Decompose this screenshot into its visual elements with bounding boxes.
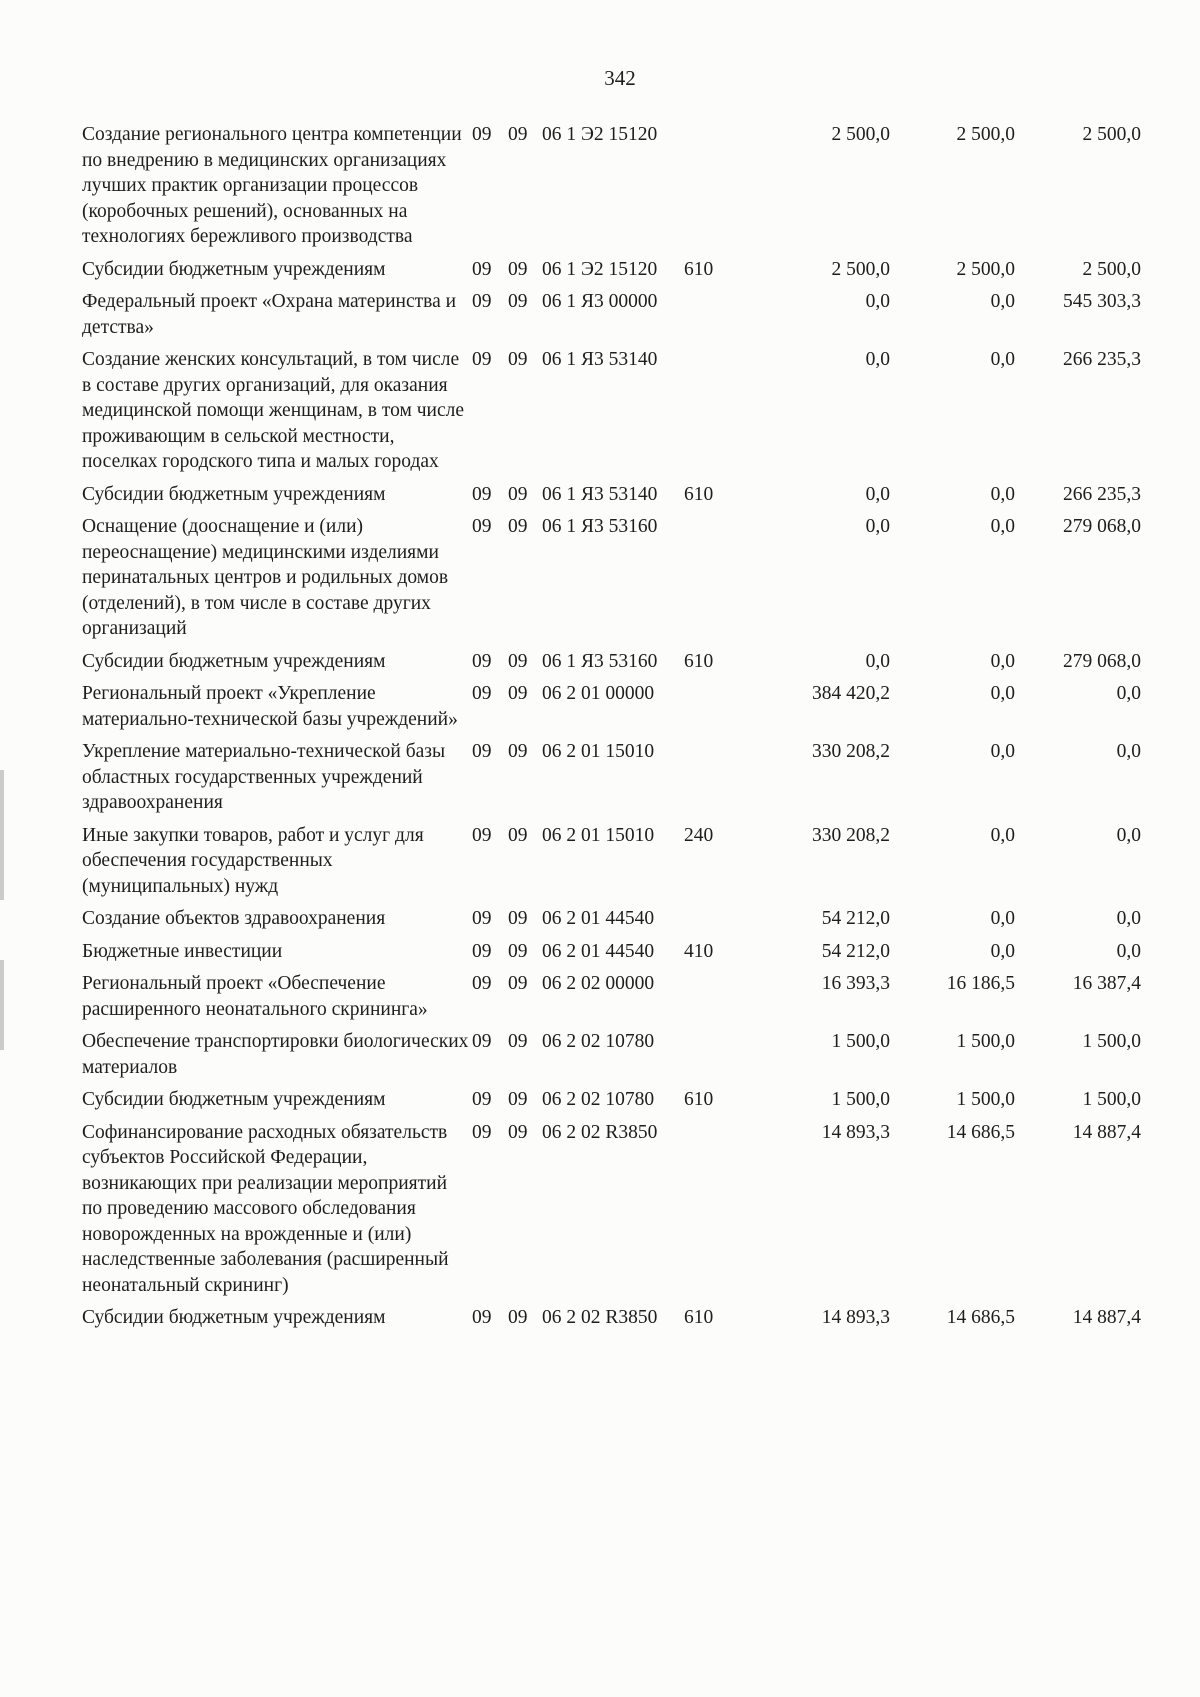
- row-amount-year-2: 0,0: [990, 940, 1015, 962]
- row-name: Федеральный проект «Охрана материнства и детства»: [82, 291, 457, 338]
- row-section-code: 09: [472, 650, 492, 672]
- row-amount-year-2: 0,0: [990, 683, 1015, 704]
- row-target-article-code: 06 2 02 10780: [542, 1089, 655, 1110]
- row-amount-year-2: 16 186,5: [946, 973, 1015, 994]
- table-row: [82, 971, 1141, 1029]
- row-amount-year-3: 545 303,3: [1063, 291, 1141, 312]
- row-target-article-code: 06 1 Э2 15120: [542, 258, 658, 280]
- row-amount-year-1: 14 893,3: [821, 1307, 890, 1328]
- row-name: Региональный проект «Обеспечение расширенного неонатального скрининга»: [82, 973, 428, 1020]
- row-amount-year-2: 14 686,5: [946, 1307, 1015, 1328]
- row-section-code: 09: [472, 124, 492, 145]
- table-row: [82, 289, 1141, 347]
- row-amount-year-3: 279 068,0: [1063, 650, 1141, 672]
- row-expense-type-code: [684, 514, 740, 649]
- table-row: [82, 1087, 1141, 1120]
- row-amount-year-3: 2 500,0: [1082, 258, 1141, 280]
- row-subsection-code: 09: [508, 1089, 528, 1110]
- row-amount-year-3: 0,0: [1116, 683, 1141, 704]
- row-amount-year-3: 1 500,0: [1082, 1089, 1141, 1110]
- row-target-article-code: 06 1 Я3 53140: [542, 349, 658, 370]
- row-name: Иные закупки товаров, работ и услуг для обеспечения государственных (муниципальных) нужд: [82, 824, 424, 897]
- row-subsection-code: 09: [508, 650, 528, 672]
- row-amount-year-2: 2 500,0: [956, 258, 1015, 280]
- row-amount-year-2: 14 686,5: [946, 1121, 1015, 1143]
- row-amount-year-3: 266 235,3: [1063, 483, 1141, 505]
- row-amount-year-1: 0,0: [865, 291, 890, 312]
- row-target-article-code: 06 1 Я3 53140: [542, 483, 658, 505]
- row-name: Субсидии бюджетным учреждениям: [82, 1089, 386, 1110]
- row-amount-year-2: 0,0: [990, 824, 1015, 846]
- row-target-article-code: 06 1 Я3 53160: [542, 516, 658, 537]
- table-row: [82, 823, 1141, 907]
- table-row: [82, 257, 1141, 290]
- row-subsection-code: 09: [508, 291, 528, 312]
- row-name: Субсидии бюджетным учреждениям: [82, 483, 386, 505]
- row-amount-year-1: 16 393,3: [821, 973, 890, 994]
- table-row: [82, 906, 1141, 939]
- row-amount-year-1: 1 500,0: [831, 1089, 890, 1110]
- row-amount-year-1: 0,0: [865, 483, 890, 505]
- row-target-article-code: 06 2 01 15010: [542, 741, 655, 762]
- row-amount-year-2: 0,0: [990, 291, 1015, 312]
- row-section-code: 09: [472, 1307, 492, 1328]
- row-amount-year-3: 16 387,4: [1072, 973, 1141, 994]
- row-amount-year-1: 384 420,2: [812, 683, 890, 704]
- table-row: [82, 347, 1141, 482]
- row-amount-year-2: 0,0: [990, 908, 1015, 929]
- row-expense-type-code: [684, 347, 740, 482]
- row-target-article-code: 06 2 01 00000: [542, 683, 655, 704]
- row-target-article-code: 06 1 Я3 00000: [542, 291, 658, 312]
- row-subsection-code: 09: [508, 973, 528, 994]
- row-target-article-code: 06 2 02 R3850: [542, 1121, 658, 1143]
- row-amount-year-3: 0,0: [1116, 741, 1141, 762]
- row-section-code: 09: [472, 741, 492, 762]
- row-amount-year-3: 14 887,4: [1072, 1307, 1141, 1328]
- row-expense-type-code: [684, 122, 740, 257]
- row-name: Укрепление материально-технической базы областных государственных учреждений здравоохранения: [82, 741, 446, 813]
- row-amount-year-2: 0,0: [990, 741, 1015, 762]
- row-amount-year-1: 2 500,0: [831, 124, 890, 145]
- row-name: Софинансирование расходных обязательств субъектов Российской Федерации, возникающих при реализации мероприятий по проведению массового обследования новорожденных на врожденные и (или) наследственные заболевания (расширенный неонатальный скрининг): [82, 1121, 449, 1296]
- row-amount-year-3: 0,0: [1116, 908, 1141, 929]
- row-name: Бюджетные инвестиции: [82, 940, 283, 962]
- row-subsection-code: 09: [508, 349, 528, 370]
- row-section-code: 09: [472, 824, 492, 846]
- scan-edge-mark: [0, 770, 4, 900]
- table-row: [82, 1120, 1141, 1306]
- row-section-code: 09: [472, 291, 492, 312]
- row-subsection-code: 09: [508, 741, 528, 762]
- row-amount-year-2: 0,0: [990, 349, 1015, 370]
- row-section-code: 09: [472, 1031, 492, 1052]
- row-subsection-code: 09: [508, 1121, 528, 1143]
- row-amount-year-3: 266 235,3: [1063, 349, 1141, 370]
- row-expense-type-code: 610: [684, 483, 714, 505]
- row-amount-year-1: 0,0: [865, 516, 890, 537]
- page-number: 342: [604, 66, 636, 90]
- row-expense-type-code: 240: [684, 824, 714, 846]
- row-amount-year-1: 2 500,0: [831, 258, 890, 280]
- row-amount-year-1: 54 212,0: [821, 908, 890, 929]
- row-amount-year-2: 2 500,0: [956, 124, 1015, 145]
- table-row: [82, 514, 1141, 649]
- table-row: [82, 939, 1141, 972]
- row-name: Создание женских консультаций, в том числе в составе других организаций, для оказания медицинской помощи женщинам, в том числе проживающим в сельской местности, поселках городского типа и малых городах: [82, 349, 464, 472]
- table-row: [82, 681, 1141, 739]
- row-name: Субсидии бюджетным учреждениям: [82, 258, 386, 280]
- row-subsection-code: 09: [508, 516, 528, 537]
- row-expense-type-code: [684, 289, 740, 347]
- row-section-code: 09: [472, 1121, 492, 1143]
- row-name: Субсидии бюджетным учреждениям: [82, 1307, 386, 1328]
- row-section-code: 09: [472, 1089, 492, 1110]
- row-expense-type-code: [684, 906, 740, 939]
- row-target-article-code: 06 2 02 00000: [542, 973, 655, 994]
- row-subsection-code: 09: [508, 483, 528, 505]
- row-name: Субсидии бюджетным учреждениям: [82, 650, 386, 672]
- row-section-code: 09: [472, 908, 492, 929]
- row-subsection-code: 09: [508, 940, 528, 962]
- row-subsection-code: 09: [508, 683, 528, 704]
- row-expense-type-code: [684, 739, 740, 823]
- row-name: Региональный проект «Укрепление материально-технической базы учреждений»: [82, 683, 458, 730]
- row-name: Создание регионального центра компетенции по внедрению в медицинских организациях лучших практик организации процессов (коробочных решений), основанных на технологиях бережливого производства: [82, 124, 462, 247]
- row-amount-year-3: 279 068,0: [1063, 516, 1141, 537]
- row-subsection-code: 09: [508, 258, 528, 280]
- scan-edge-mark: [0, 960, 4, 1050]
- table-row: [82, 1029, 1141, 1087]
- row-name: Оснащение (дооснащение и (или) переоснащение) медицинскими изделиями перинатальных центров и родильных домов (отделений), в том числе в составе других организаций: [82, 516, 449, 639]
- row-amount-year-1: 14 893,3: [821, 1121, 890, 1143]
- row-expense-type-code: [684, 1120, 740, 1306]
- budget-table: [82, 122, 1141, 1338]
- row-expense-type-code: [684, 681, 740, 739]
- row-target-article-code: 06 1 Я3 53160: [542, 650, 658, 672]
- row-amount-year-1: 54 212,0: [821, 940, 890, 962]
- row-amount-year-1: 330 208,2: [812, 824, 890, 846]
- row-target-article-code: 06 2 02 R3850: [542, 1307, 658, 1328]
- row-amount-year-2: 0,0: [990, 516, 1015, 537]
- row-target-article-code: 06 2 02 10780: [542, 1031, 655, 1052]
- row-amount-year-1: 0,0: [865, 650, 890, 672]
- row-amount-year-3: 2 500,0: [1082, 124, 1141, 145]
- budget-table-body: [82, 122, 1141, 1338]
- row-section-code: 09: [472, 483, 492, 505]
- row-section-code: 09: [472, 683, 492, 704]
- row-amount-year-1: 1 500,0: [831, 1031, 890, 1052]
- row-section-code: 09: [472, 973, 492, 994]
- row-expense-type-code: 610: [684, 650, 714, 672]
- row-section-code: 09: [472, 940, 492, 962]
- row-target-article-code: 06 2 01 44540: [542, 940, 655, 962]
- row-section-code: 09: [472, 516, 492, 537]
- row-subsection-code: 09: [508, 1307, 528, 1328]
- row-expense-type-code: 610: [684, 1307, 714, 1328]
- row-expense-type-code: 410: [684, 940, 714, 962]
- row-name: Создание объектов здравоохранения: [82, 908, 386, 929]
- row-subsection-code: 09: [508, 908, 528, 929]
- table-row: [82, 122, 1141, 257]
- row-target-article-code: 06 2 01 15010: [542, 824, 655, 846]
- row-section-code: 09: [472, 258, 492, 280]
- row-amount-year-2: 0,0: [990, 483, 1015, 505]
- row-expense-type-code: [684, 971, 740, 1029]
- row-expense-type-code: 610: [684, 258, 714, 280]
- row-subsection-code: 09: [508, 124, 528, 145]
- row-target-article-code: 06 2 01 44540: [542, 908, 655, 929]
- row-expense-type-code: [684, 1029, 740, 1087]
- row-amount-year-3: 1 500,0: [1082, 1031, 1141, 1052]
- row-expense-type-code: 610: [684, 1089, 714, 1110]
- row-amount-year-2: 1 500,0: [956, 1089, 1015, 1110]
- row-section-code: 09: [472, 349, 492, 370]
- row-target-article-code: 06 1 Э2 15120: [542, 124, 658, 145]
- row-amount-year-2: 1 500,0: [956, 1031, 1015, 1052]
- table-row: [82, 649, 1141, 682]
- row-amount-year-3: 14 887,4: [1072, 1121, 1141, 1143]
- row-subsection-code: 09: [508, 1031, 528, 1052]
- row-amount-year-3: 0,0: [1116, 940, 1141, 962]
- table-row: [82, 739, 1141, 823]
- row-amount-year-1: 0,0: [865, 349, 890, 370]
- table-row: [82, 1305, 1141, 1338]
- row-amount-year-2: 0,0: [990, 650, 1015, 672]
- row-amount-year-1: 330 208,2: [812, 741, 890, 762]
- row-subsection-code: 09: [508, 824, 528, 846]
- table-row: [82, 482, 1141, 515]
- row-name: Обеспечение транспортировки биологических материалов: [82, 1031, 469, 1078]
- row-amount-year-3: 0,0: [1116, 824, 1141, 846]
